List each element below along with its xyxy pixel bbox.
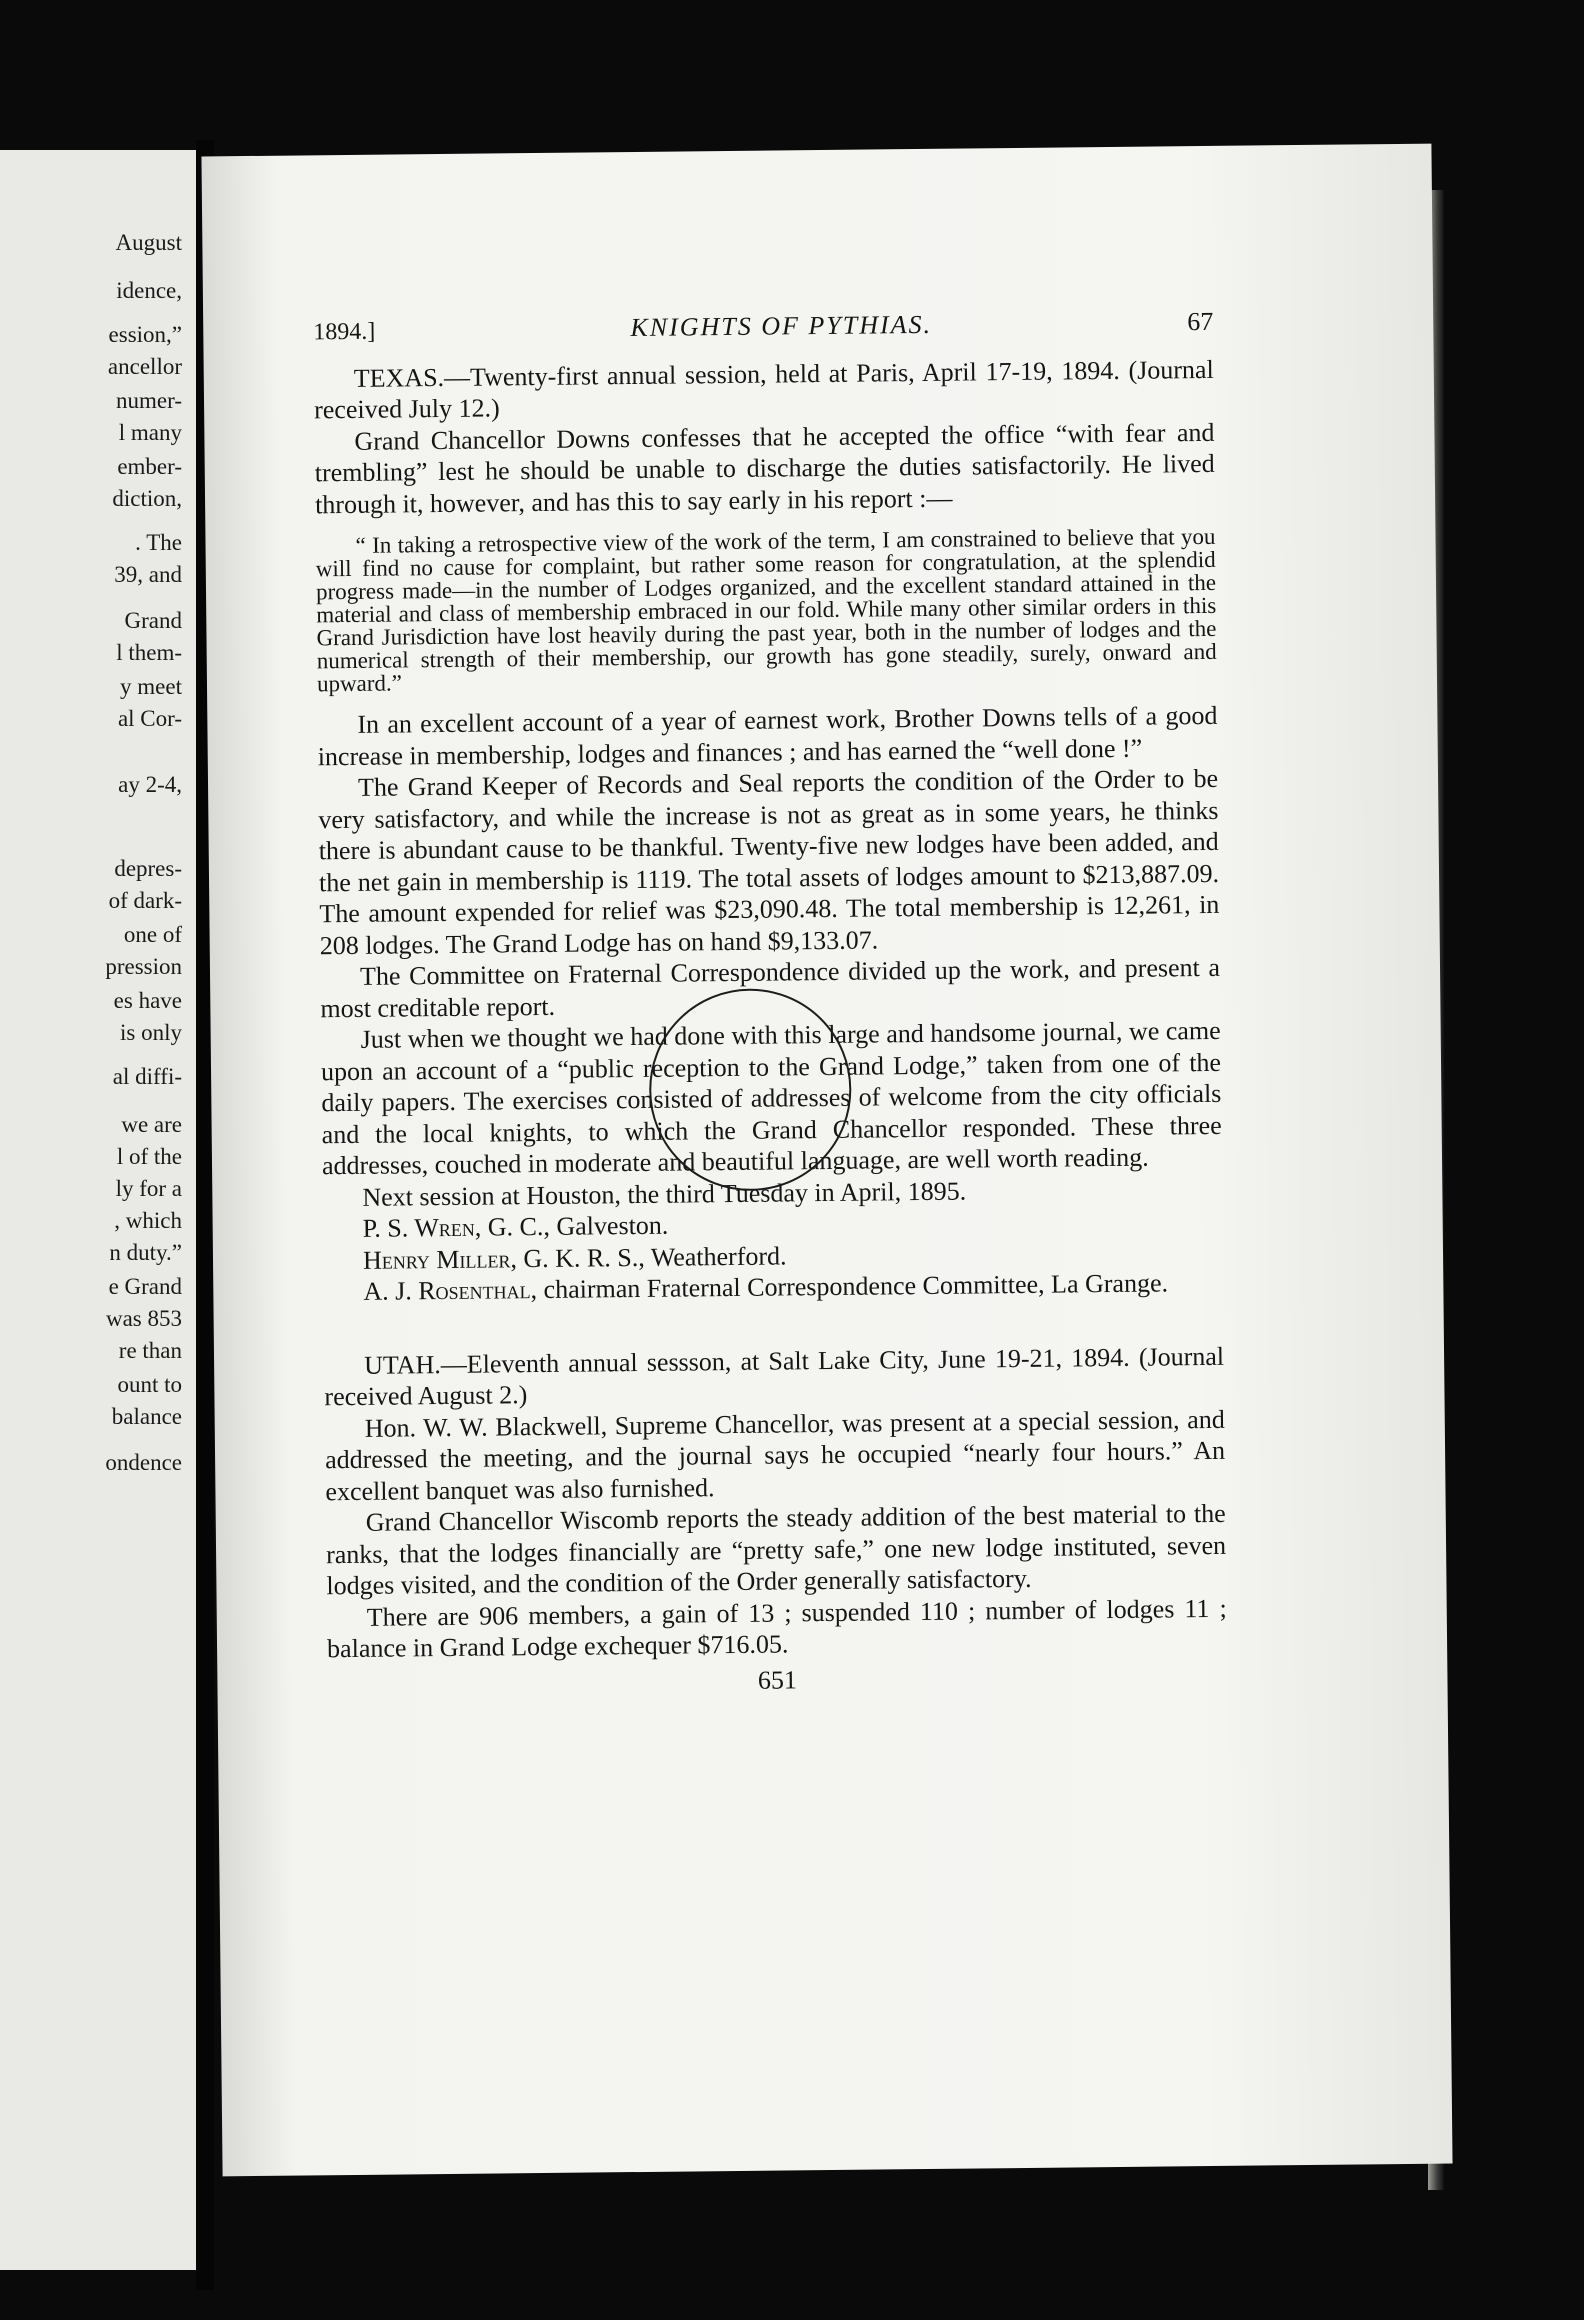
utah-paragraph-2: Grand Chancellor Wiscomb reports the steady addition of the best material to the ranks, that the lodges financially are “pretty safe,” one new lodge instituted, seven lodges visited, and the condition of the Order generally satisfactory. (325, 1498, 1227, 1601)
texas-heading: TEXAS.—Twenty-first annual session, held at Paris, April 17-19, 1894. (Journal received July 12.) (313, 354, 1214, 425)
left-page-text-fragment: ly for a (115, 1176, 182, 1201)
left-page-text-fragment: balance (111, 1404, 182, 1429)
officer-title: , G. C., Galveston. (474, 1210, 669, 1242)
left-page-text-fragment: . The (135, 530, 182, 555)
left-page-text-fragment: l many (118, 420, 182, 445)
utah-heading: UTAH.—Eleventh annual sessson, at Salt Lake City, June 19-21, 1894. (Journal received August 2.) (324, 1341, 1225, 1412)
left-page-text-fragment: depres- (114, 856, 182, 881)
running-title: KNIGHTS OF PYTHIAS. (630, 309, 933, 343)
left-page-text-fragment: re than (118, 1338, 182, 1363)
left-page-text-fragment: August (115, 230, 182, 255)
left-page-text-fragment: ember- (117, 454, 182, 479)
left-page-text-fragment: es have (113, 988, 182, 1013)
previous-page-fragment (0, 150, 196, 2270)
texas-paragraph-1: Grand Chancellor Downs confesses that he accepted the office “with fear and trembling” lest he should be unable to discharge the duties satisfactorily. He lived through it, however, and has this to say early in his report :— (314, 417, 1215, 519)
book-page (201, 144, 1452, 2177)
left-page-text-fragment: l of the (116, 1144, 182, 1169)
left-page-text-fragment: e Grand (108, 1274, 182, 1299)
left-page-text-fragment: we are (121, 1112, 182, 1137)
utah-paragraph-3: There are 906 members, a gain of 13 ; suspended 110 ; number of lodges 11 ; balance in Grand Lodge exchequer $716.05. (326, 1593, 1227, 1664)
left-page-text-fragment: n duty.” (109, 1240, 182, 1265)
left-page-text-fragment: numer- (116, 388, 182, 413)
officer-title: , G. K. R. S., Weatherford. (510, 1240, 787, 1273)
utah-paragraph-1: Hon. W. W. Blackwell, Supreme Chancellor, was present at a special session, and addressed the meeting, and the journal says he occupied “nearly four hours.” An excellent banquet was also furnished. (324, 1404, 1226, 1506)
texas-next-session: Next session at Houston, the third Tuesday in April, 1895. (362, 1176, 967, 1212)
left-page-text-fragment: 39, and (114, 562, 182, 587)
texas-paragraph-4: The Committee on Fraternal Correspondence divided up the work, and present a most creditable report. (320, 952, 1221, 1023)
texas-paragraph-5: Just when we thought we had done with this large and handsome journal, we came upon an account of a “public reception to the Grand Lodge,” taken from one of the daily papers. The exercises consisted of addresses of welcome from the city officials and the local knights, to which the Grand Chancellor responded. These three addresses, couched in moderate and beautiful language, are well worth reading. (320, 1015, 1222, 1181)
left-page-text-fragment: one of (123, 922, 182, 947)
officer-name: A. J. Rosenthal (363, 1275, 531, 1306)
folio-number: 651 (757, 1664, 798, 1695)
left-page-text-fragment: al Cor- (117, 706, 182, 731)
left-page-text-fragment: al diffi- (112, 1064, 182, 1089)
left-page-text-fragment: of dark- (108, 888, 182, 913)
left-page-text-fragment: ancellor (107, 354, 182, 379)
running-head (313, 306, 1213, 349)
page-number: 67 (1187, 306, 1214, 337)
left-page-text-fragment: idence, (116, 278, 182, 303)
texas-paragraph-3: The Grand Keeper of Records and Seal reports the condition of the Order to be very satisfactory, and while the increase is not as great as in some years, he thinks there is abundant cause to be thankful. Twenty-five new lodges have been added, and the net gain in membership is 1119. The total assets of lodges amount to $213,887.09. The amount expended for relief was $23,090.48. The total membership is 12,261, in 208 lodges. The Grand Lodge has on hand $9,133.07. (318, 763, 1220, 960)
left-page-text-fragment: y meet (120, 674, 182, 699)
left-page-text-fragment: is only (120, 1020, 182, 1045)
left-page-text-fragment: ount to (117, 1372, 182, 1397)
officer-name: P. S. Wren (362, 1212, 475, 1243)
left-page-text-fragment: pression (105, 954, 182, 979)
texas-quote: “ In taking a retrospective view of the work of the term, I am constrained to believe that you will find no cause for complaint, but rather some reason for congratulation, at the splendid progress made—in the number of Lodges organized, and the excellent standard attained in the material and class of membership embraced in our fold. While many other similar orders in this Grand Jurisdiction have lost heavily during the past year, both in the number of lodges and the numerical strength of their membership, our growth has gone steadily, surely, onward and upward.” (315, 523, 1217, 697)
left-page-text-fragment: diction, (112, 486, 182, 511)
left-page-text-fragment: ession,” (108, 322, 182, 347)
officer-name: Henry Miller (362, 1243, 511, 1275)
left-page-text-fragment: Grand (124, 608, 182, 633)
left-page-text-fragment: l them- (116, 640, 182, 665)
left-page-text-fragment: ondence (105, 1450, 182, 1475)
left-page-text-fragment: was 853 (105, 1306, 182, 1331)
left-page-text-fragment: ay 2-4, (118, 772, 182, 797)
officer-title: , chairman Fraternal Correspondence Committee, La Grange. (530, 1268, 1169, 1305)
year-header: 1894.] (313, 318, 376, 346)
texas-paragraph-2: In an excellent account of a year of earnest work, Brother Downs tells of a good increase in membership, lodges and finances ; and has earned the “well done !” (317, 700, 1218, 771)
left-page-text-fragment: , which (114, 1208, 182, 1233)
